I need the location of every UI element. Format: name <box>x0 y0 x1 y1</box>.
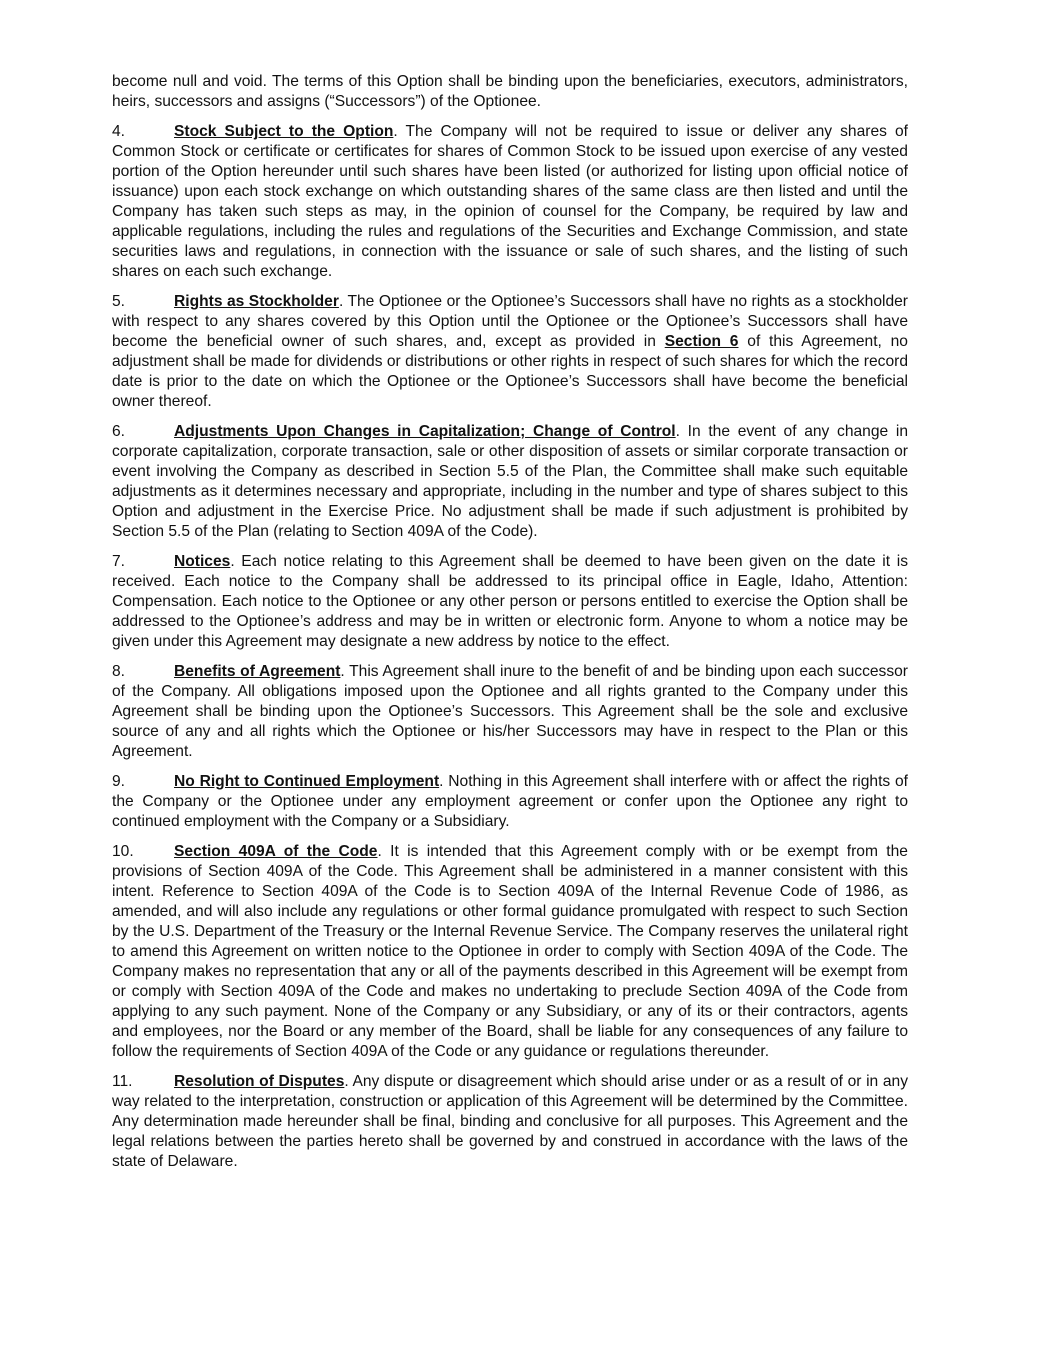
section-4 <box>112 122 908 282</box>
section-body: . The Optionee or the Optionee’s Successors shall have no rights as a stockholder with respect to any shares covered by this Option until the Optionee or the Optionee’s Successors shall have become the beneficial owner of such shares, and, except as provided in <box>112 293 909 350</box>
section-number: 4. <box>112 123 126 140</box>
section-body: . Each notice relating to this Agreement shall be deemed to have been given on the date it is received. Each notice to the Company shall be addressed to its principal office in Eagle, Idaho, Attention: Compensation. Each notice to the Optionee or any other person or persons entitled to exercise the Option shall be addressed to the Optionee’s address and may be in written or electronic form. Anyone to whom a notice may be given under this Agreement may designate a new address by notice to the effect. <box>112 553 908 650</box>
section-7 <box>112 552 908 652</box>
section-number: 7. <box>112 553 126 570</box>
section-10 <box>112 842 908 1062</box>
section-body: . In the event of any change in corporate capitalization, corporate transaction, sale or other disposition of assets or similar corporate transaction or event involving the Company as described in Section 5.5 of the Plan, the Committee shall make such equitable adjustments as it determines necessary and appropriate, including in the number and type of shares subject to this Option and adjustment in the Exercise Price. No adjustment shall be made if such adjustment is prohibited by Section 5.5 of the Plan (relating to Section 409A of the Code). <box>112 423 908 540</box>
section-6 <box>112 422 908 542</box>
section-body: . The Company will not be required to issue or deliver any shares of Common Stock or certificate or certificates for shares of Common Stock to be issued upon exercise of any vested portion of the Option hereunder until such shares have been listed (or authorized for listing upon official notice of issuance) upon each stock exchange on which outstanding shares of the same class are then listed and until the Company has taken such steps as may, in the opinion of counsel for the Company, be required by law and applicable regulations, including the rules and regulations of the Securities and Exchange Commission, and state securities laws and regulations, in connection with the issuance or sale of such shares, and the listing of such shares on each such exchange. <box>112 123 908 280</box>
section-number: 9. <box>112 773 126 790</box>
section-heading: Adjustments Upon Changes in Capitalization; Change of Control <box>174 423 676 440</box>
section-number: 11. <box>112 1073 133 1090</box>
section-heading: Rights as Stockholder <box>174 293 339 310</box>
section-number: 10. <box>112 843 134 860</box>
section-number: 8. <box>112 663 126 680</box>
section-heading: No Right to Continued Employment <box>174 773 440 790</box>
intro-paragraph <box>112 72 908 112</box>
document-page <box>112 72 908 1182</box>
section-6-reference: Section 6 <box>664 333 739 350</box>
section-11 <box>112 1072 908 1172</box>
section-heading: Benefits of Agreement <box>174 663 341 680</box>
intro-text: become null and void. The terms of this Option shall be binding upon the beneficiaries, executors, administrators, heirs, successors and assigns (“Successors”) of the Optionee. <box>112 73 908 110</box>
section-8 <box>112 662 908 762</box>
section-body: . Any dispute or disagreement which should arise under or as a result of or in any way related to the interpretation, construction or application of this Agreement will be determined by the Committee. Any determination made hereunder shall be final, binding and conclusive for all purposes. This Agreement and the legal relations between the parties hereto shall be governed by and construed in accordance with the laws of the state of Delaware. <box>112 1073 908 1170</box>
section-heading: Section 409A of the Code <box>174 843 378 860</box>
section-heading: Resolution of Disputes <box>174 1073 345 1090</box>
section-body: . It is intended that this Agreement comply with or be exempt from the provisions of Section 409A of the Code. This Agreement shall be administered in a manner consistent with this intent. Reference to Section 409A of the Code is to Section 409A of the Internal Revenue Code of 1986, as amended, and will also include any regulations or other formal guidance promulgated with respect to such Section by the U.S. Department of the Treasury or the Internal Revenue Service. The Company reserves the unilateral right to amend this Agreement on written notice to the Optionee in order to comply with Section 409A of the Code. The Company makes no representation that any or all of the payments described in this Agreement will be exempt from or comply with Section 409A of the Code and makes no undertaking to preclude Section 409A of the Code from applying to any such payment. None of the Company or any Subsidiary, or any of its or their contractors, agents and employees, nor the Board or any member of the Board, shall be liable for any consequences of any failure to follow the requirements of Section 409A of the Code or any guidance or regulations thereunder. <box>112 843 908 1060</box>
section-heading: Notices <box>174 553 231 570</box>
section-body: . Nothing in this Agreement shall interfere with or affect the rights of the Company or the Optionee under any employment agreement or confer upon the Optionee any right to continued employment with the Company or a Subsidiary. <box>112 773 908 830</box>
section-body-continued: of this Agreement, no adjustment shall be made for dividends or distributions or other rights in respect of such shares for which the record date is prior to the date on which the Optionee or the Optionee’s Successors shall have become the beneficial owner thereof. <box>112 333 908 410</box>
section-number: 5. <box>112 293 126 310</box>
section-9 <box>112 772 908 832</box>
section-5 <box>112 292 908 412</box>
section-number: 6. <box>112 423 126 440</box>
section-body: . This Agreement shall inure to the benefit of and be binding upon each successor of the Company. All obligations imposed upon the Optionee and all rights granted to the Company under this Agreement shall be binding upon the Optionee’s Successors. This Agreement shall be the sole and exclusive source of any and all rights which the Optionee or his/her Successors may have in respect to the Plan or this Agreement. <box>112 663 908 760</box>
section-heading: Stock Subject to the Option <box>174 123 394 140</box>
